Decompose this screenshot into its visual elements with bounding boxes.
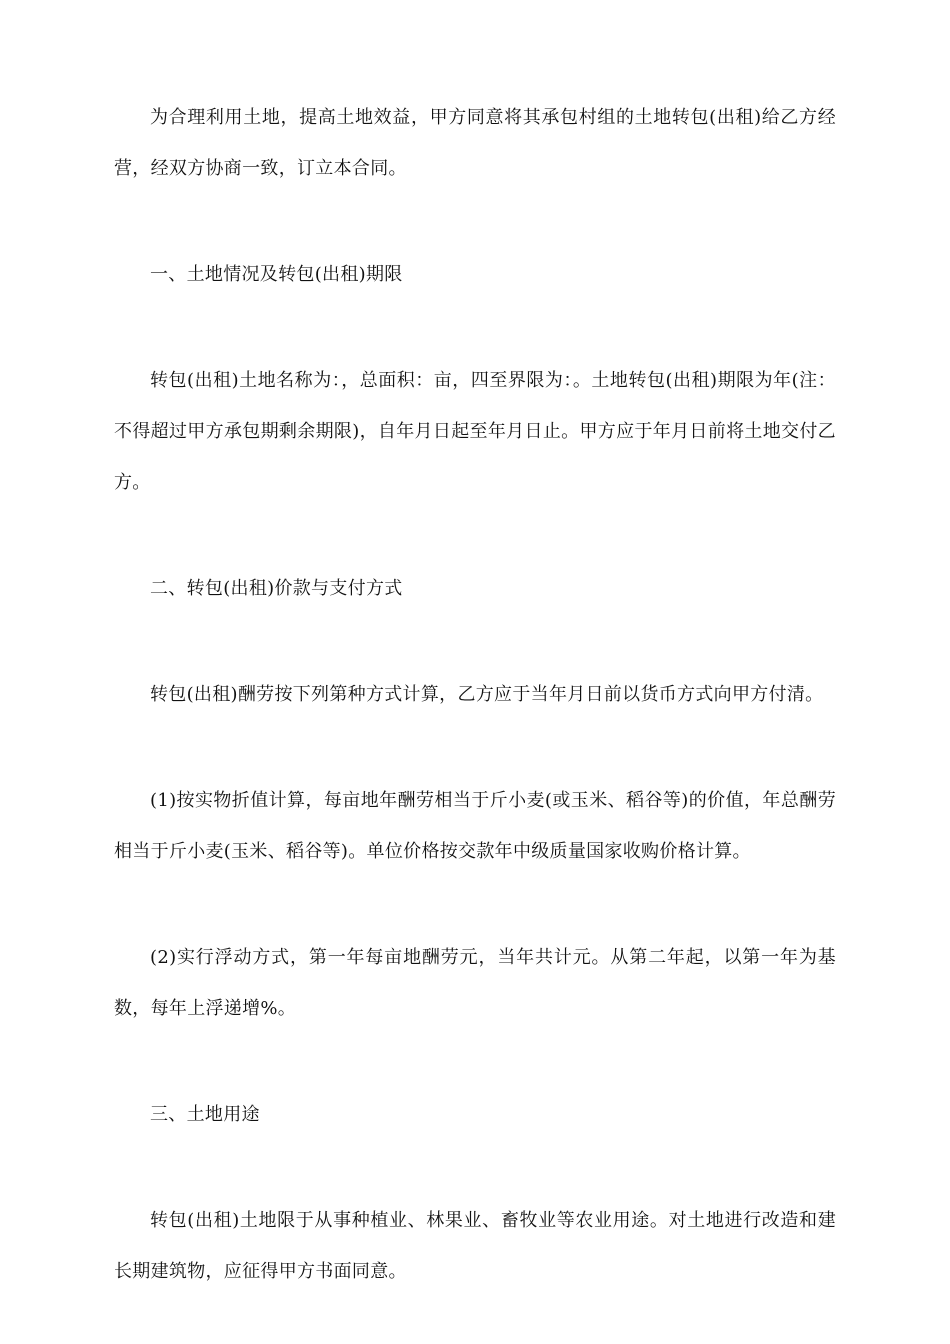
section-1-heading: 一、土地情况及转包(出租)期限 [150, 264, 403, 285]
section-3-heading: 三、土地用途 [150, 1104, 260, 1125]
spacer [114, 300, 836, 355]
spacer [114, 1140, 836, 1195]
spacer [114, 1034, 836, 1089]
section-3-paragraph-1: 转包(出租)土地限于从事种植业、林果业、畜牧业等农业用途。对土地进行改造和建长期建筑物，应征得甲方书面同意。 [114, 1210, 836, 1282]
section-2-paragraph-2: (1)按实物折值计算，每亩地年酬劳相当于斤小麦(或玉米、稻谷等)的价值，年总酬劳相当于斤小麦(玉米、稻谷等)。单位价格按交款年中级质量国家收购价格计算。 [114, 790, 836, 862]
section-2-paragraph-3: (2)实行浮动方式，第一年每亩地酬劳元，当年共计元。从第二年起，以第一年为基数，每年上浮递增%。 [114, 947, 836, 1019]
section-1-paragraph-1: 转包(出租)土地名称为：，总面积：亩，四至界限为：。土地转包(出租)期限为年(注：不得超过甲方承包期剩余期限)，自年月日起至年月日止。甲方应于年月日前将土地交付乙方。 [114, 370, 836, 493]
spacer [114, 720, 836, 775]
spacer [114, 614, 836, 669]
section-2-heading: 二、转包(出租)价款与支付方式 [150, 578, 403, 599]
spacer [114, 508, 836, 563]
spacer [114, 194, 836, 249]
section-2-paragraph-1: 转包(出租)酬劳按下列第种方式计算，乙方应于当年月日前以货币方式向甲方付清。 [150, 684, 824, 705]
intro-paragraph: 为合理利用土地，提高土地效益，甲方同意将其承包村组的土地转包(出租)给乙方经营，经双方协商一致，订立本合同。 [114, 107, 836, 179]
spacer [114, 877, 836, 932]
document-page [114, 92, 836, 1297]
